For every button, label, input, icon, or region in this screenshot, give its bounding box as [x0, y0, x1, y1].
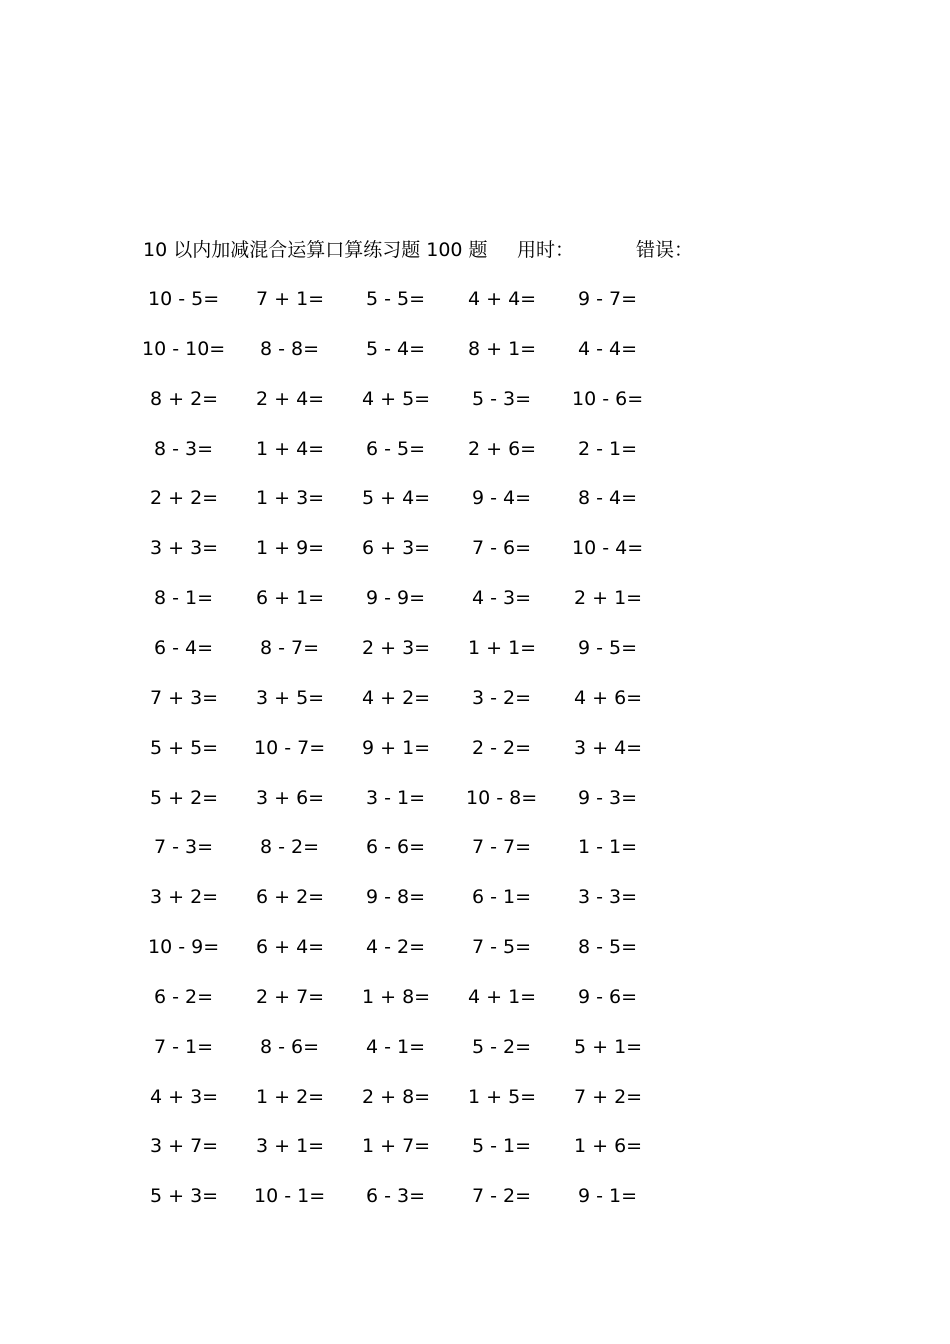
math-problem: 9 - 3= — [578, 786, 638, 809]
math-problem: 2 + 7= — [256, 985, 325, 1008]
math-problem: 7 - 5= — [472, 936, 532, 959]
math-problem: 5 + 5= — [150, 736, 219, 759]
time-used-label: 用时： — [517, 239, 575, 261]
math-problem: 3 + 6= — [256, 786, 325, 809]
math-problem: 7 - 3= — [154, 836, 214, 859]
problem-row — [0, 1032, 950, 1062]
math-problem: 2 + 3= — [362, 636, 431, 659]
math-problem: 10 - 9= — [148, 936, 220, 959]
math-problem: 9 - 9= — [366, 587, 426, 610]
math-problem: 2 - 2= — [472, 736, 532, 759]
math-problem: 3 + 3= — [150, 537, 219, 560]
math-problem: 5 + 1= — [574, 1035, 643, 1058]
problem-row — [0, 733, 950, 763]
math-problem: 5 + 3= — [150, 1185, 219, 1208]
math-problem: 5 + 4= — [362, 487, 431, 510]
math-problem: 8 - 5= — [578, 936, 638, 959]
problem-row — [0, 583, 950, 613]
math-problem: 8 - 6= — [260, 1035, 320, 1058]
math-problem: 6 - 3= — [366, 1185, 426, 1208]
math-problem: 8 - 2= — [260, 836, 320, 859]
math-problem: 4 - 2= — [366, 936, 426, 959]
math-problem: 2 + 6= — [468, 437, 537, 460]
math-problem: 1 + 9= — [256, 537, 325, 560]
math-problem: 7 - 2= — [472, 1185, 532, 1208]
math-problem: 9 - 1= — [578, 1185, 638, 1208]
problem-row — [0, 533, 950, 563]
worksheet-title: 10 以内加减混合运算口算练习题 100 题 — [143, 239, 488, 261]
math-problem: 10 - 4= — [572, 537, 644, 560]
math-problem: 6 - 1= — [472, 886, 532, 909]
math-problem: 8 + 2= — [150, 387, 219, 410]
problem-row — [0, 832, 950, 862]
math-problem: 5 + 2= — [150, 786, 219, 809]
math-problem: 4 - 4= — [578, 337, 638, 360]
math-problem: 1 + 5= — [468, 1085, 537, 1108]
math-problem: 6 - 2= — [154, 985, 214, 1008]
math-problem: 10 - 10= — [142, 337, 226, 360]
math-problem: 6 + 4= — [256, 936, 325, 959]
math-problem: 2 + 1= — [574, 587, 643, 610]
math-problem: 1 + 4= — [256, 437, 325, 460]
math-problem: 8 - 1= — [154, 587, 214, 610]
problem-row — [0, 683, 950, 713]
math-problem: 4 - 3= — [472, 587, 532, 610]
problem-row — [0, 633, 950, 663]
math-problem: 3 - 1= — [366, 786, 426, 809]
math-problem: 9 - 5= — [578, 636, 638, 659]
math-problem: 3 + 2= — [150, 886, 219, 909]
math-problem: 10 - 7= — [254, 736, 326, 759]
math-problem: 1 + 2= — [256, 1085, 325, 1108]
math-problem: 10 - 8= — [466, 786, 538, 809]
math-problem: 8 + 1= — [468, 337, 537, 360]
math-problem: 4 + 3= — [150, 1085, 219, 1108]
math-problem: 1 + 3= — [256, 487, 325, 510]
math-problem: 3 + 5= — [256, 686, 325, 709]
math-problem: 5 - 1= — [472, 1135, 532, 1158]
math-problem: 9 - 4= — [472, 487, 532, 510]
math-problem: 8 - 3= — [154, 437, 214, 460]
math-problem: 7 + 3= — [150, 686, 219, 709]
math-problem: 5 - 5= — [366, 288, 426, 310]
math-problem: 7 - 6= — [472, 537, 532, 560]
problem-row — [0, 483, 950, 513]
math-problem: 6 + 1= — [256, 587, 325, 610]
problem-row — [0, 384, 950, 414]
problem-row — [0, 334, 950, 364]
problem-row — [0, 434, 950, 464]
math-problem: 9 - 8= — [366, 886, 426, 909]
problem-row — [0, 982, 950, 1012]
math-problem: 8 - 7= — [260, 636, 320, 659]
math-problem: 10 - 1= — [254, 1185, 326, 1208]
math-problem: 6 - 5= — [366, 437, 426, 460]
problem-row — [0, 1131, 950, 1161]
math-problem: 3 - 2= — [472, 686, 532, 709]
problem-row — [0, 783, 950, 813]
math-problem: 9 - 7= — [578, 288, 638, 310]
problem-row — [0, 1082, 950, 1112]
math-problem: 1 + 1= — [468, 636, 537, 659]
math-problem: 4 + 5= — [362, 387, 431, 410]
math-problem: 9 + 1= — [362, 736, 431, 759]
math-problem: 7 - 7= — [472, 836, 532, 859]
math-problem: 6 + 2= — [256, 886, 325, 909]
math-problem: 1 + 7= — [362, 1135, 431, 1158]
math-problem: 2 + 4= — [256, 387, 325, 410]
errors-label: 错误： — [636, 239, 694, 261]
math-problem: 1 + 6= — [574, 1135, 643, 1158]
math-problem: 2 + 2= — [150, 487, 219, 510]
math-problem: 6 - 6= — [366, 836, 426, 859]
problem-row — [0, 1181, 950, 1211]
math-problem: 5 - 2= — [472, 1035, 532, 1058]
math-problem: 10 - 5= — [148, 288, 220, 310]
problem-row — [0, 284, 950, 314]
math-problem: 9 - 6= — [578, 985, 638, 1008]
math-problem: 7 + 2= — [574, 1085, 643, 1108]
math-problem: 6 - 4= — [154, 636, 214, 659]
math-problem: 7 + 1= — [256, 288, 325, 310]
math-problem: 4 + 6= — [574, 686, 643, 709]
math-problem: 3 - 3= — [578, 886, 638, 909]
math-problem: 2 + 8= — [362, 1085, 431, 1108]
math-problem: 5 - 4= — [366, 337, 426, 360]
math-problem: 4 + 1= — [468, 985, 537, 1008]
math-problem: 2 - 1= — [578, 437, 638, 460]
math-problem: 7 - 1= — [154, 1035, 214, 1058]
math-problem: 5 - 3= — [472, 387, 532, 410]
math-problem: 8 - 8= — [260, 337, 320, 360]
math-problem: 6 + 3= — [362, 537, 431, 560]
math-problem: 1 - 1= — [578, 836, 638, 859]
math-problem: 4 + 2= — [362, 686, 431, 709]
math-problem: 3 + 7= — [150, 1135, 219, 1158]
math-problem: 10 - 6= — [572, 387, 644, 410]
math-problem: 4 + 4= — [468, 288, 537, 310]
math-problem: 3 + 4= — [574, 736, 643, 759]
math-problem: 3 + 1= — [256, 1135, 325, 1158]
problem-row — [0, 882, 950, 912]
math-problem: 1 + 8= — [362, 985, 431, 1008]
math-problem: 4 - 1= — [366, 1035, 426, 1058]
math-problem: 8 - 4= — [578, 487, 638, 510]
problem-row — [0, 932, 950, 962]
